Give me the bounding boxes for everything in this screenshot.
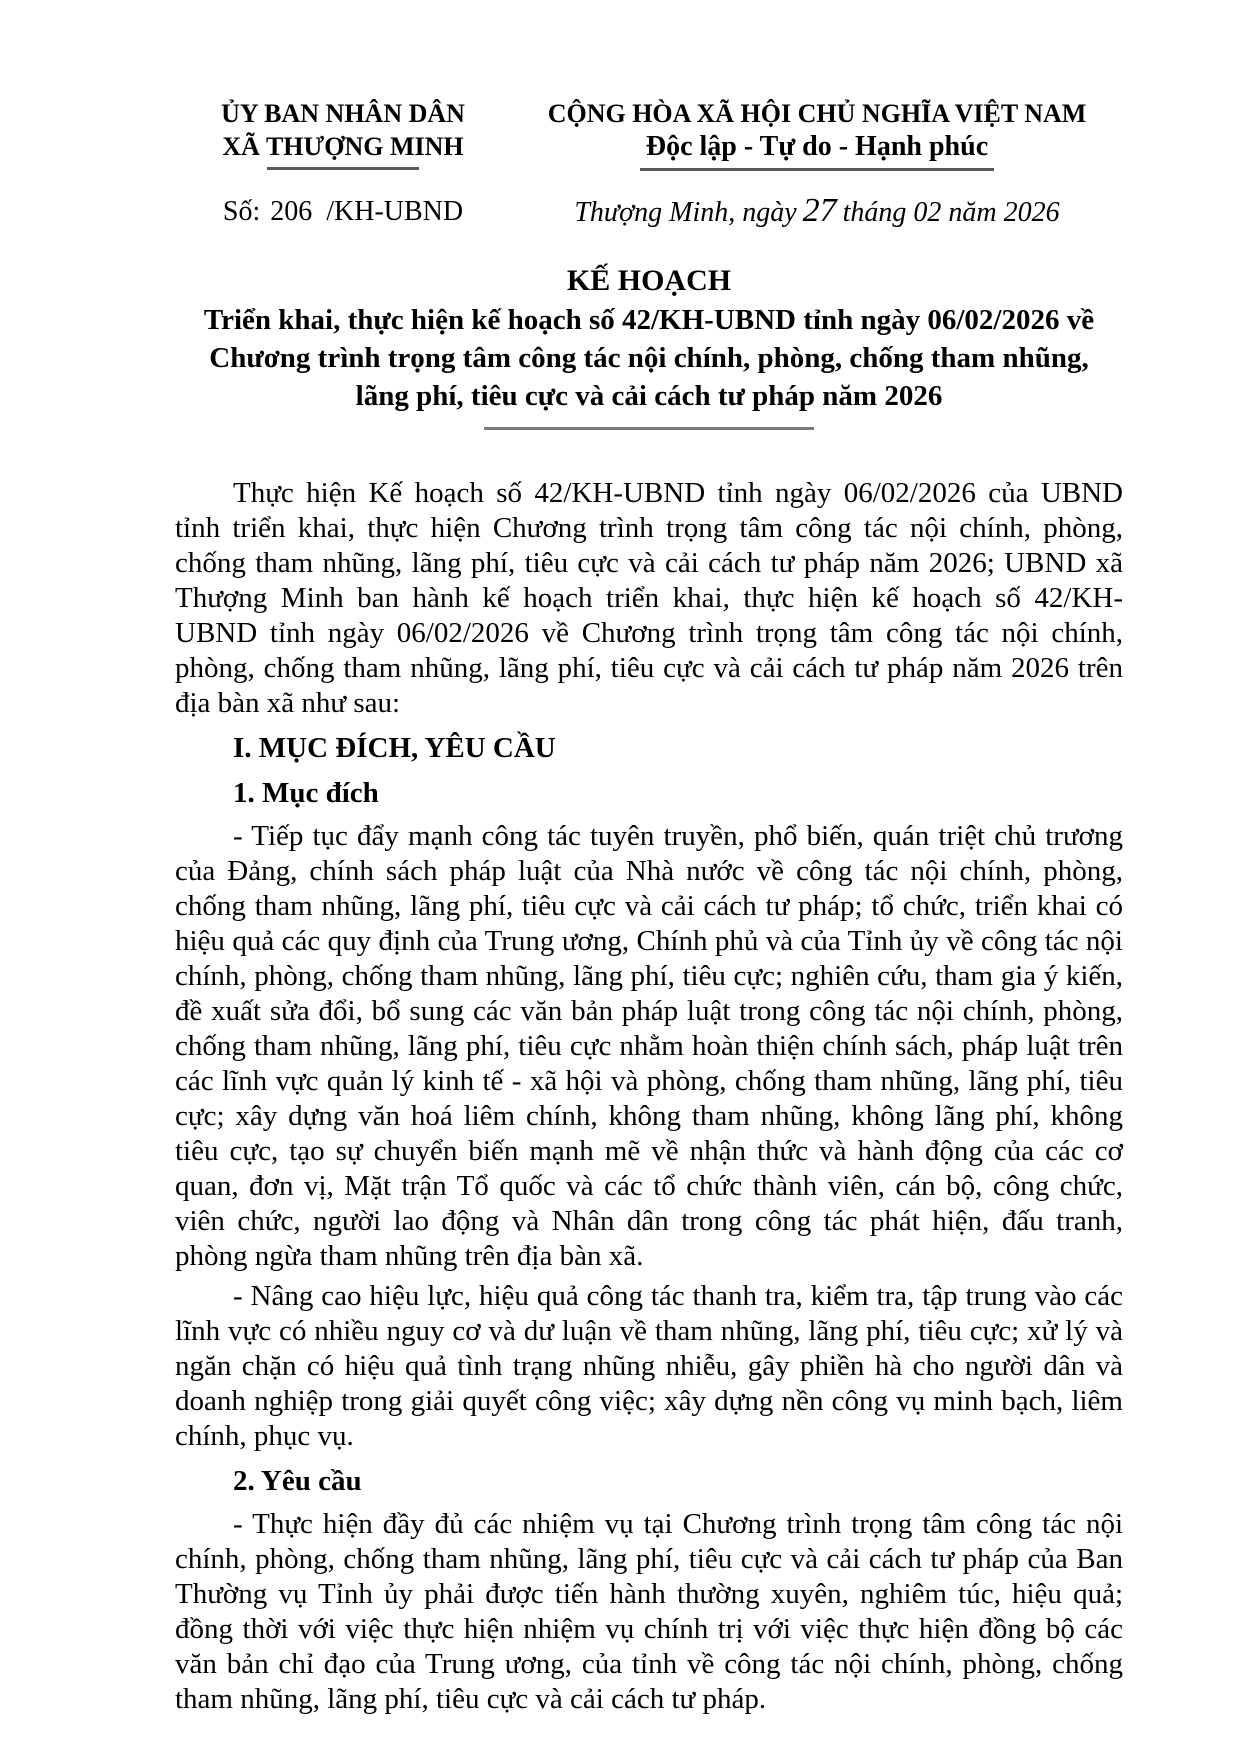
document-number-value: 206 <box>270 196 313 227</box>
place-date-prefix: Thượng Minh, ngày <box>574 197 797 228</box>
document-number-symbol: /KH-UBND <box>326 196 464 227</box>
motto-underline <box>640 168 994 171</box>
issuing-authority-line1: ỦY BAN NHÂN DÂN <box>221 99 465 128</box>
section-1-1-paragraph-2: - Nâng cao hiệu lực, hiệu quả công tác thanh tra, kiểm tra, tập trung vào các lĩnh vực có nhiều nguy cơ và dư luận về tham nhũng, lãng phí, tiêu cực; xử lý và ngăn chặn có hiệu quả tình trạng nhũng nhiễu, gây phiền hà cho người dân và doanh nghiệp trong giải quyết công việc; xây dựng nền công vụ minh bạch, liêm chính, phục vụ. <box>175 1280 1123 1452</box>
section-1-2-paragraph-1: - Thực hiện đầy đủ các nhiệm vụ tại Chương trình trọng tâm công tác nội chính, phòng, chống tham nhũng, lãng phí, tiêu cực và cải cách tư pháp của Ban Thường vụ Tỉnh ủy phải được tiến hành thường xuyên, nghiêm túc, hiệu quả; đồng thời với việc thực hiện nhiệm vụ chính trị với việc thực hiện đồng bộ các văn bản chỉ đạo của Trung ương, của tỉnh về công tác nội chính, phòng, chống tham nhũng, lãng phí, tiêu cực và cải cách tư pháp. <box>175 1508 1123 1715</box>
document-body <box>175 476 1123 1717</box>
document-number-line <box>175 194 511 230</box>
date-day-value: 27 <box>802 192 837 229</box>
section-1-heading: I. MỤC ĐÍCH, YÊU CẦU <box>233 732 556 764</box>
document-subtitle-line2: Chương trình trọng tâm công tác nội chính, phòng, chống tham nhũng, <box>209 342 1089 374</box>
document-type-title: KẾ HOẠCH <box>566 264 732 297</box>
date-suffix: tháng 02 năm 2026 <box>842 197 1060 228</box>
section-1-1-heading: 1. Mục đích <box>233 777 379 809</box>
national-motto-line: Độc lập - Tự do - Hạnh phúc <box>645 131 989 162</box>
document-subtitle-line1: Triển khai, thực hiện kế hoạch số 42/KH-UBND tỉnh ngày 06/02/2026 về <box>203 304 1095 336</box>
document-header <box>175 97 1123 233</box>
issuing-authority-line2: XÃ THƯỢNG MINH <box>222 132 464 161</box>
issuing-authority-block <box>175 97 511 230</box>
document-subtitle-line3: lãng phí, tiêu cực và cải cách tư pháp năm 2026 <box>355 380 943 412</box>
authority-underline <box>267 167 419 170</box>
document-title-block <box>175 261 1123 430</box>
document-number-label: Số: <box>222 196 261 227</box>
title-underline <box>484 427 814 430</box>
section-1-2-heading: 2. Yêu cầu <box>233 1465 362 1497</box>
national-motto-block <box>511 97 1123 233</box>
national-header-line: CỘNG HÒA XÃ HỘI CHỦ NGHĨA VIỆT NAM <box>547 99 1087 128</box>
place-date-line <box>511 191 1123 233</box>
section-1-1-paragraph-1: - Tiếp tục đẩy mạnh công tác tuyên truyền, phổ biến, quán triệt chủ trương của Đảng, chính sách pháp luật của Nhà nước về công tác nội chính, phòng, chống tham nhũng, lãng phí, tiêu cực và cải cách tư pháp; tổ chức, triển khai có hiệu quả các quy định của Trung ương, Chính phủ và của Tỉnh ủy về công tác nội chính, phòng, chống tham nhũng, lãng phí, tiêu cực; nghiên cứu, tham gia ý kiến, đề xuất sửa đổi, bổ sung các văn bản pháp luật trong công tác nội chính, phòng, chống tham nhũng, lãng phí, tiêu cực nhằm hoàn thiện chính sách, pháp luật trên các lĩnh vực quản lý kinh tế - xã hội và phòng, chống tham nhũng, lãng phí, tiêu cực; xây dựng văn hoá liêm chính, không tham nhũng, không lãng phí, không tiêu cực, tạo sự chuyển biến mạnh mẽ về nhận thức và hành động của các cơ quan, đơn vị, Mặt trận Tổ quốc và các tổ chức thành viên, cán bộ, công chức, viên chức, người lao động và Nhân dân trong công tác phát hiện, đấu tranh, phòng ngừa tham nhũng trên địa bàn xã. <box>175 820 1123 1272</box>
intro-paragraph: Thực hiện Kế hoạch số 42/KH-UBND tỉnh ngày 06/02/2026 của UBND tỉnh triển khai, thực hiện Chương trình trọng tâm công tác nội chính, phòng, chống tham nhũng, lãng phí, tiêu cực và cải cách tư pháp năm 2026; UBND xã Thượng Minh ban hành kế hoạch triển khai, thực hiện kế hoạch số 42/KH-UBND tỉnh ngày 06/02/2026 về Chương trình trọng tâm công tác nội chính, phòng, chống tham nhũng, lãng phí, tiêu cực và cải cách tư pháp năm 2026 trên địa bàn xã như sau: <box>175 477 1123 719</box>
